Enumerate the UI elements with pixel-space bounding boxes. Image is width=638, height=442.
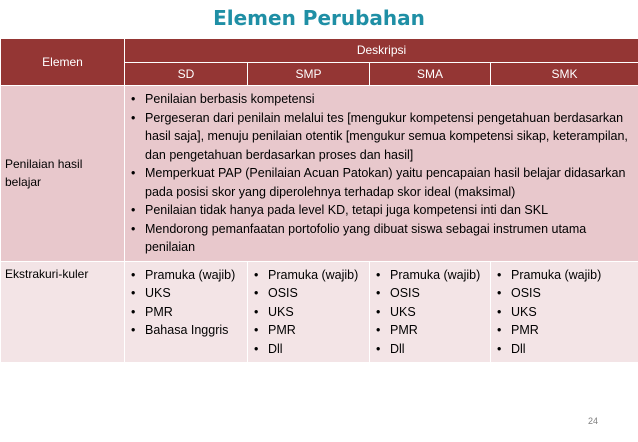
list-item: • Dll bbox=[254, 340, 365, 359]
bullet-list bbox=[491, 262, 638, 363]
header-sma: SMA bbox=[370, 62, 491, 86]
list-item: • Memperkuat PAP (Penilaian Acuan Patokan) yaitu pencapaian hasil belajar didasarkan pada posisi skor yang diperolehnya terhadap skor ideal (maksimal) bbox=[131, 164, 634, 201]
list-item: • OSIS bbox=[497, 284, 634, 303]
list-item: • Dll bbox=[497, 340, 634, 359]
list-item: • PMR bbox=[131, 303, 243, 322]
row-label: Ekstrakuri-kuler bbox=[1, 261, 125, 363]
list-item: • Dll bbox=[376, 340, 486, 359]
bullet-list bbox=[370, 262, 490, 363]
list-item: • Bahasa Inggris bbox=[131, 321, 243, 340]
list-item: • PMR bbox=[497, 321, 634, 340]
header-deskripsi: Deskripsi bbox=[125, 39, 638, 63]
header-sd: SD bbox=[125, 62, 248, 86]
list-item: • OSIS bbox=[254, 284, 365, 303]
list-item: • UKS bbox=[131, 284, 243, 303]
list-item: • Pramuka (wajib) bbox=[131, 266, 243, 285]
list-item: • OSIS bbox=[376, 284, 486, 303]
list-item: • UKS bbox=[376, 303, 486, 322]
bullet-list bbox=[125, 262, 247, 344]
cell-smp bbox=[248, 261, 370, 363]
list-item: • Penilaian tidak hanya pada level KD, tetapi juga kompetensi inti dan SKL bbox=[131, 201, 634, 220]
cell-sd bbox=[125, 261, 248, 363]
list-item: • Pramuka (wajib) bbox=[254, 266, 365, 285]
header-elemen: Elemen bbox=[1, 39, 125, 86]
description-cell bbox=[125, 86, 638, 262]
list-item: • UKS bbox=[497, 303, 634, 322]
list-item: • Mendorong pemanfaatan portofolio yang dibuat siswa sebagai instrumen utama penilaian bbox=[131, 220, 634, 257]
list-item: • Pergeseran dari penilain melalui tes [mengukur kompetensi pengetahuan berdasarkan hasil saja], menuju penilaian otentik [mengukur semua kompetensi sikap, keterampilan, dan pengetahuan berdasarkan proses dan hasil] bbox=[131, 109, 634, 165]
bullet-list bbox=[248, 262, 369, 363]
slide-title: Elemen Perubahan bbox=[213, 6, 425, 30]
list-item: • PMR bbox=[376, 321, 486, 340]
row-label: Penilaian hasil belajar bbox=[1, 86, 125, 262]
list-item: • PMR bbox=[254, 321, 365, 340]
header-smk: SMK bbox=[491, 62, 638, 86]
list-item: • Pramuka (wajib) bbox=[376, 266, 486, 285]
list-item: • Penilaian berbasis kompetensi bbox=[131, 90, 634, 109]
page-number: 24 bbox=[587, 416, 598, 426]
cell-sma bbox=[370, 261, 491, 363]
header-smp: SMP bbox=[248, 62, 370, 86]
table-row bbox=[1, 261, 638, 363]
list-item: • Pramuka (wajib) bbox=[497, 266, 634, 285]
table-row bbox=[1, 86, 638, 262]
bullet-list bbox=[125, 86, 638, 261]
list-item: • UKS bbox=[254, 303, 365, 322]
cell-smk bbox=[491, 261, 638, 363]
changes-table bbox=[0, 38, 638, 363]
